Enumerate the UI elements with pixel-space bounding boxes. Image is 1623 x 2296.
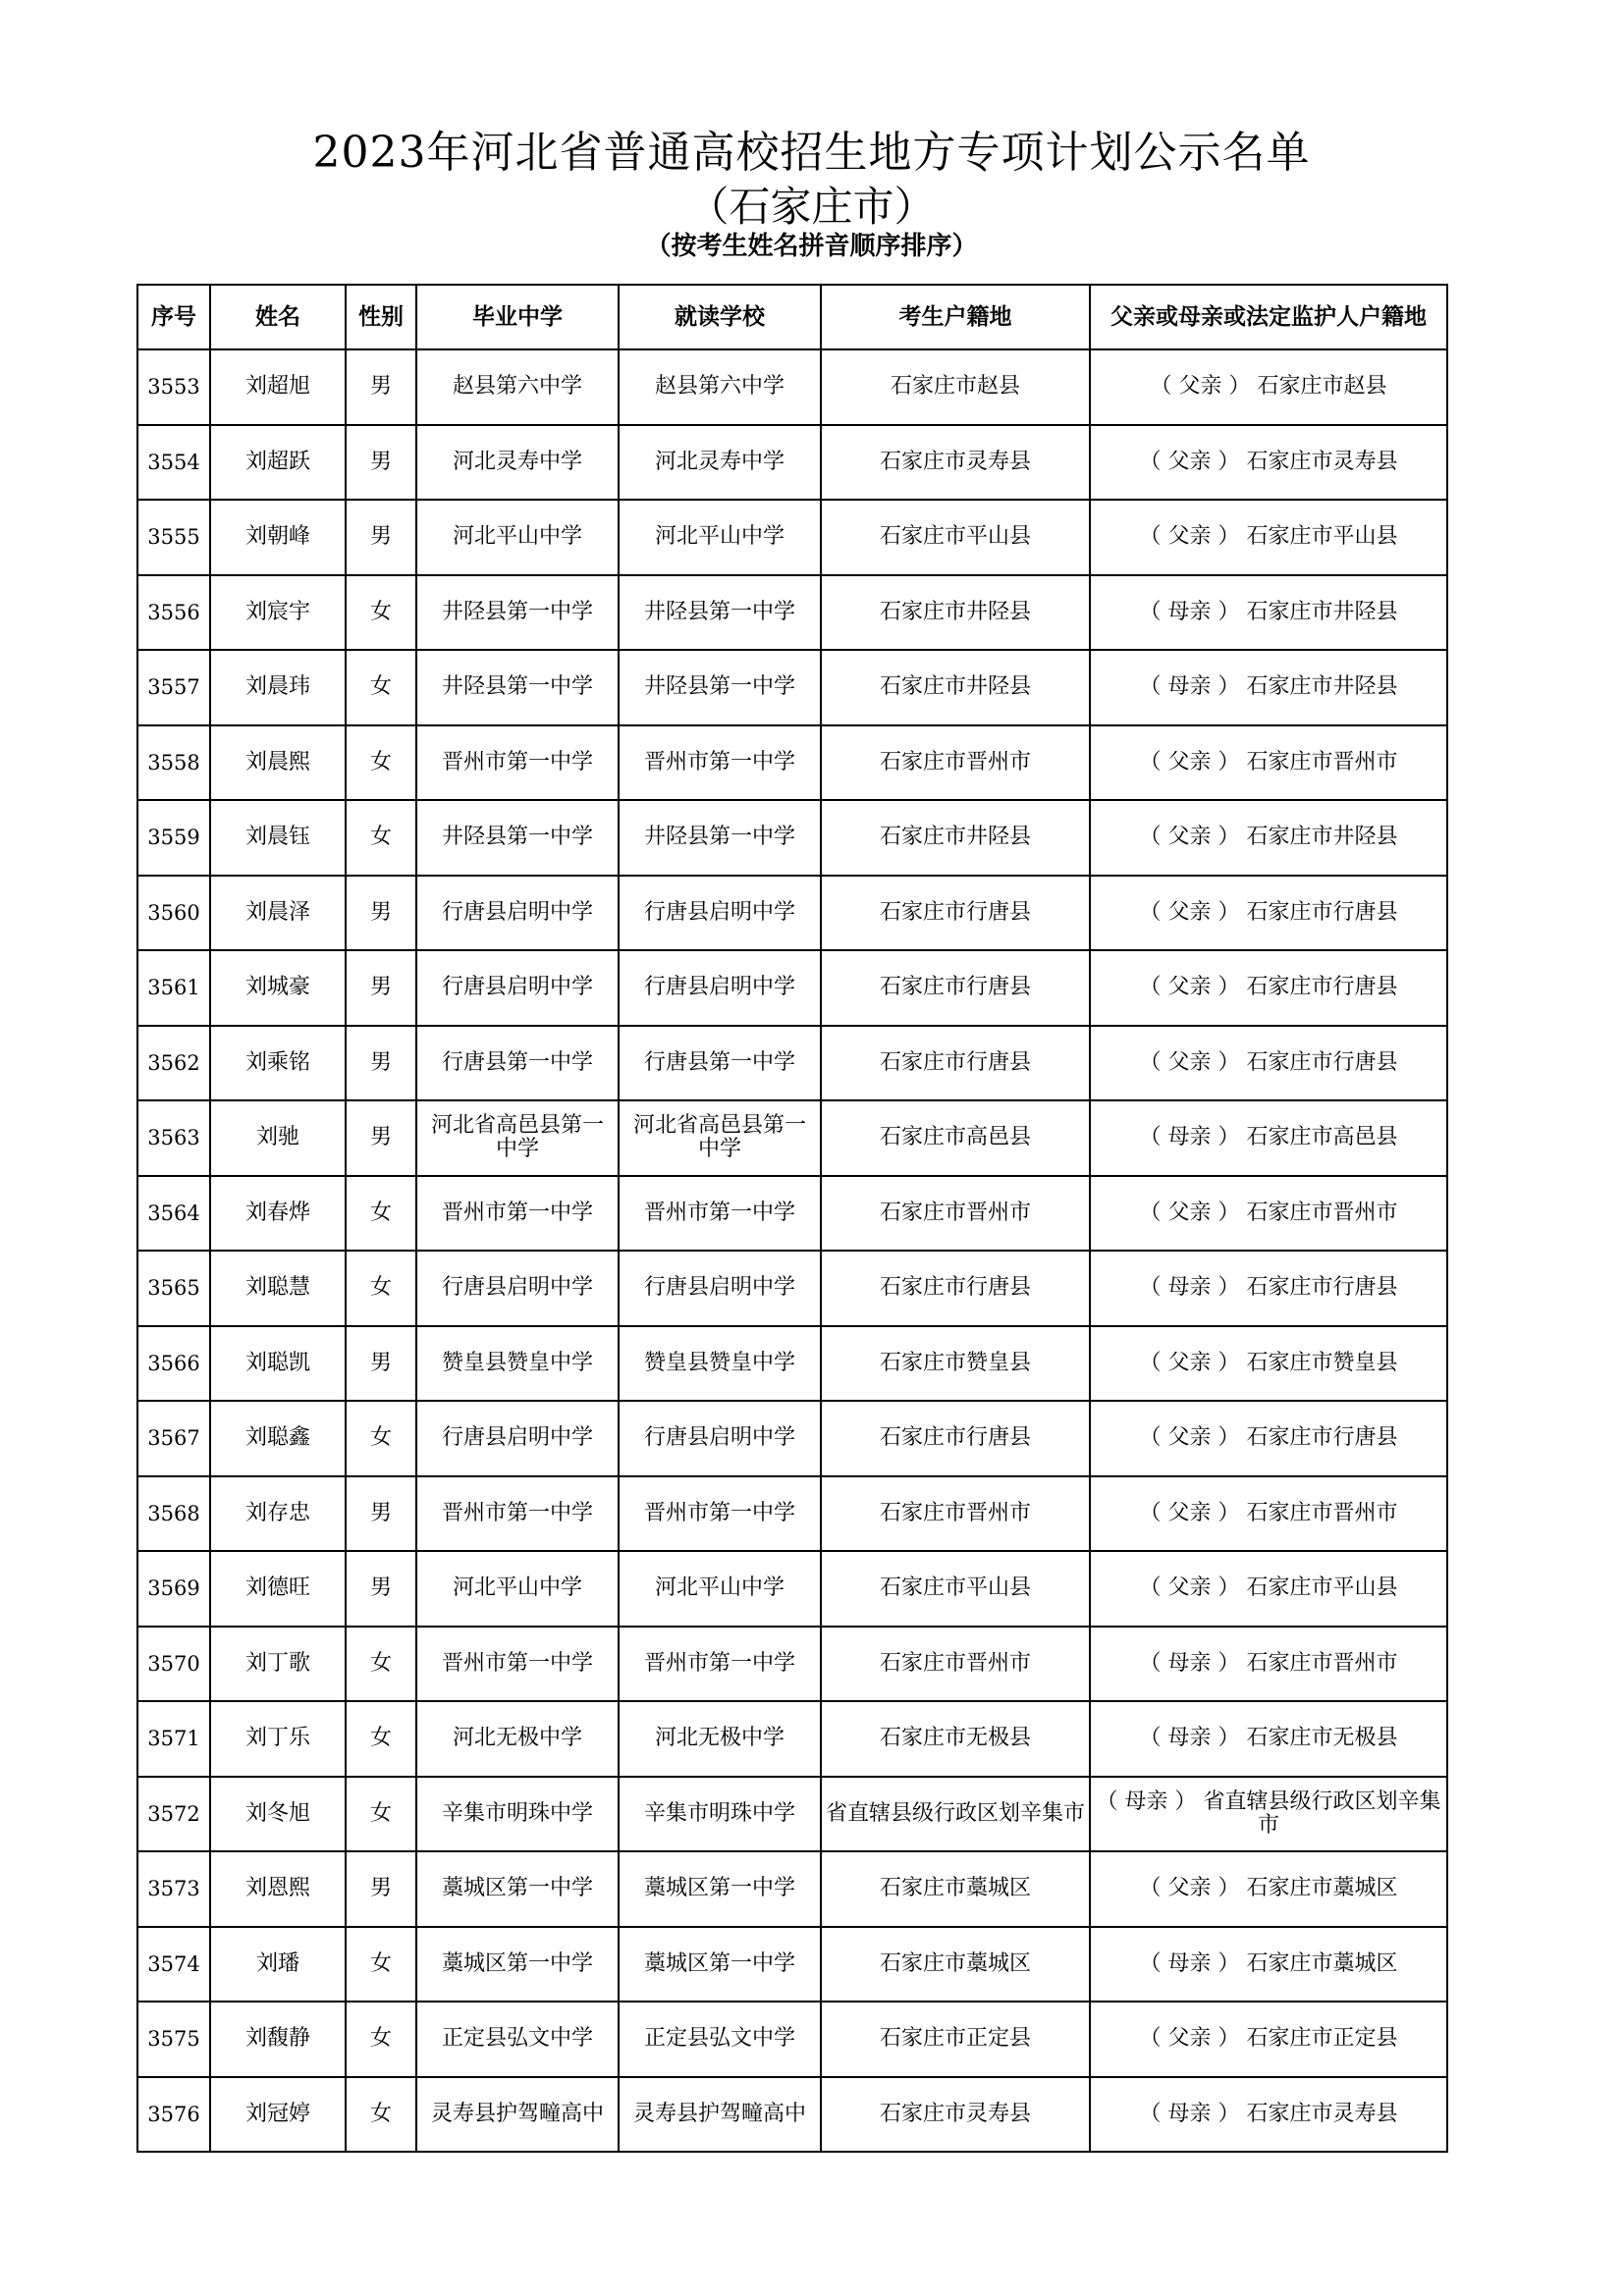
current-school: 河北平山中学 [619, 1551, 821, 1627]
student-hukou: 石家庄市晋州市 [821, 1476, 1090, 1552]
graduation-school: 正定县弘文中学 [416, 2002, 619, 2077]
table-row [137, 725, 1447, 801]
student-hukou: 石家庄市晋州市 [821, 1176, 1090, 1252]
student-hukou: 省直辖县级行政区划辛集市 [821, 1777, 1090, 1852]
row-number: 3559 [137, 800, 210, 876]
gender: 男 [346, 1100, 416, 1176]
guardian-hukou: （ 父亲 ） 石家庄市赞皇县 [1090, 1326, 1447, 1402]
student-hukou: 石家庄市行唐县 [821, 1401, 1090, 1476]
header-cell: 性别 [346, 285, 416, 349]
gender: 男 [346, 1851, 416, 1927]
graduation-school: 辛集市明珠中学 [416, 1777, 619, 1852]
gender: 女 [346, 650, 416, 725]
table-row [137, 1701, 1447, 1777]
student-hukou: 石家庄市平山县 [821, 500, 1090, 575]
table-header-row [137, 285, 1447, 349]
table-row [137, 2077, 1447, 2153]
table-row [137, 349, 1447, 425]
header-cell: 考生户籍地 [821, 285, 1090, 349]
guardian-hukou: （ 父亲 ） 石家庄市赵县 [1090, 349, 1447, 425]
row-number: 3573 [137, 1851, 210, 1927]
row-number: 3567 [137, 1401, 210, 1476]
graduation-school: 赵县第六中学 [416, 349, 619, 425]
row-number: 3554 [137, 425, 210, 501]
gender: 女 [346, 800, 416, 876]
row-number: 3575 [137, 2002, 210, 2077]
student-name: 刘璠 [210, 1927, 346, 2002]
gender: 女 [346, 1401, 416, 1476]
student-name: 刘晨玮 [210, 650, 346, 725]
gender: 男 [346, 876, 416, 951]
graduation-school: 行唐县启明中学 [416, 1251, 619, 1326]
graduation-school: 行唐县启明中学 [416, 1401, 619, 1476]
graduation-school: 晋州市第一中学 [416, 1476, 619, 1552]
row-number: 3574 [137, 1927, 210, 2002]
guardian-hukou: （ 父亲 ） 石家庄市灵寿县 [1090, 425, 1447, 501]
student-name: 刘驰 [210, 1100, 346, 1176]
header-cell: 姓名 [210, 285, 346, 349]
student-hukou: 石家庄市赞皇县 [821, 1326, 1090, 1402]
guardian-hukou: （ 父亲 ） 石家庄市井陉县 [1090, 800, 1447, 876]
guardian-hukou: （ 父亲 ） 石家庄市行唐县 [1090, 1026, 1447, 1101]
student-name: 刘冠婷 [210, 2077, 346, 2153]
guardian-hukou: （ 母亲 ） 石家庄市灵寿县 [1090, 2077, 1447, 2153]
guardian-hukou: （ 母亲 ） 石家庄市井陉县 [1090, 575, 1447, 651]
gender: 女 [346, 725, 416, 801]
row-number: 3560 [137, 876, 210, 951]
table-row [137, 1851, 1447, 1927]
gender: 男 [346, 1326, 416, 1402]
student-hukou: 石家庄市行唐县 [821, 950, 1090, 1026]
table-row [137, 1251, 1447, 1326]
current-school: 井陉县第一中学 [619, 575, 821, 651]
guardian-hukou: （ 母亲 ） 石家庄市行唐县 [1090, 1251, 1447, 1326]
row-number: 3557 [137, 650, 210, 725]
gender: 女 [346, 2002, 416, 2077]
guardian-hukou: （ 父亲 ） 石家庄市平山县 [1090, 1551, 1447, 1627]
guardian-hukou: （ 父亲 ） 石家庄市平山县 [1090, 500, 1447, 575]
row-number: 3565 [137, 1251, 210, 1326]
row-number: 3569 [137, 1551, 210, 1627]
student-hukou: 石家庄市灵寿县 [821, 425, 1090, 501]
student-name: 刘乘铭 [210, 1026, 346, 1101]
graduation-school: 河北无极中学 [416, 1701, 619, 1777]
current-school: 河北平山中学 [619, 500, 821, 575]
guardian-hukou: （ 父亲 ） 石家庄市晋州市 [1090, 1176, 1447, 1252]
row-number: 3566 [137, 1326, 210, 1402]
current-school: 行唐县启明中学 [619, 1251, 821, 1326]
current-school: 辛集市明珠中学 [619, 1777, 821, 1852]
gender: 女 [346, 575, 416, 651]
gender: 男 [346, 1551, 416, 1627]
graduation-school: 藁城区第一中学 [416, 1851, 619, 1927]
student-hukou: 石家庄市行唐县 [821, 1026, 1090, 1101]
row-number: 3576 [137, 2077, 210, 2153]
student-name: 刘宸宇 [210, 575, 346, 651]
guardian-hukou: （ 母亲 ） 石家庄市无极县 [1090, 1701, 1447, 1777]
graduation-school: 河北平山中学 [416, 1551, 619, 1627]
student-name: 刘恩熙 [210, 1851, 346, 1927]
row-number: 3564 [137, 1176, 210, 1252]
table-row [137, 800, 1447, 876]
student-name: 刘丁歌 [210, 1627, 346, 1702]
current-school: 晋州市第一中学 [619, 725, 821, 801]
table-row [137, 500, 1447, 575]
student-name: 刘聪鑫 [210, 1401, 346, 1476]
graduation-school: 晋州市第一中学 [416, 1627, 619, 1702]
document-title: 2023年河北省普通高校招生地方专项计划公示名单 [312, 128, 1311, 178]
table-row [137, 575, 1447, 651]
student-name: 刘晨熙 [210, 725, 346, 801]
current-school: 河北灵寿中学 [619, 425, 821, 501]
guardian-hukou: （ 父亲 ） 石家庄市行唐县 [1090, 1401, 1447, 1476]
student-hukou: 石家庄市井陉县 [821, 575, 1090, 651]
student-hukou: 石家庄市晋州市 [821, 1627, 1090, 1702]
row-number: 3570 [137, 1627, 210, 1702]
student-hukou: 石家庄市正定县 [821, 2002, 1090, 2077]
student-name: 刘聪凯 [210, 1326, 346, 1402]
guardian-hukou: （ 父亲 ） 石家庄市藁城区 [1090, 1851, 1447, 1927]
guardian-hukou: （ 父亲 ） 石家庄市晋州市 [1090, 725, 1447, 801]
gender: 女 [346, 1701, 416, 1777]
current-school: 河北无极中学 [619, 1701, 821, 1777]
header-cell: 就读学校 [619, 285, 821, 349]
student-hukou: 石家庄市赵县 [821, 349, 1090, 425]
gender: 女 [346, 2077, 416, 2153]
current-school: 正定县弘文中学 [619, 2002, 821, 2077]
table-row [137, 1627, 1447, 1702]
student-name: 刘朝峰 [210, 500, 346, 575]
student-hukou: 石家庄市高邑县 [821, 1100, 1090, 1176]
student-name: 刘超跃 [210, 425, 346, 501]
gender: 女 [346, 1627, 416, 1702]
guardian-hukou: （ 母亲 ） 省直辖县级行政区划辛集市 [1090, 1777, 1447, 1852]
graduation-school: 行唐县第一中学 [416, 1026, 619, 1101]
student-name: 刘城豪 [210, 950, 346, 1026]
student-name: 刘晨钰 [210, 800, 346, 876]
gender: 男 [346, 950, 416, 1026]
gender: 男 [346, 425, 416, 501]
current-school: 行唐县启明中学 [619, 950, 821, 1026]
current-school: 井陉县第一中学 [619, 800, 821, 876]
table-row [137, 1777, 1447, 1852]
current-school: 晋州市第一中学 [619, 1627, 821, 1702]
row-number: 3562 [137, 1026, 210, 1101]
gender: 男 [346, 1476, 416, 1552]
gender: 女 [346, 1176, 416, 1252]
student-hukou: 石家庄市行唐县 [821, 1251, 1090, 1326]
current-school: 行唐县启明中学 [619, 1401, 821, 1476]
row-number: 3555 [137, 500, 210, 575]
current-school: 行唐县启明中学 [619, 876, 821, 951]
graduation-school: 河北省高邑县第一中学 [416, 1100, 619, 1176]
row-number: 3553 [137, 349, 210, 425]
current-school: 灵寿县护驾疃高中 [619, 2077, 821, 2153]
row-number: 3568 [137, 1476, 210, 1552]
student-name: 刘超旭 [210, 349, 346, 425]
student-name: 刘德旺 [210, 1551, 346, 1627]
student-hukou: 石家庄市灵寿县 [821, 2077, 1090, 2153]
current-school: 河北省高邑县第一中学 [619, 1100, 821, 1176]
current-school: 藁城区第一中学 [619, 1927, 821, 2002]
graduation-school: 晋州市第一中学 [416, 725, 619, 801]
student-hukou: 石家庄市行唐县 [821, 876, 1090, 951]
graduation-school: 井陉县第一中学 [416, 800, 619, 876]
graduation-school: 行唐县启明中学 [416, 950, 619, 1026]
header-cell: 毕业中学 [416, 285, 619, 349]
guardian-hukou: （ 父亲 ） 石家庄市晋州市 [1090, 1476, 1447, 1552]
student-hukou: 石家庄市藁城区 [821, 1851, 1090, 1927]
student-name: 刘馥静 [210, 2002, 346, 2077]
graduation-school: 藁城区第一中学 [416, 1927, 619, 2002]
table-row [137, 1026, 1447, 1101]
row-number: 3563 [137, 1100, 210, 1176]
guardian-hukou: （ 母亲 ） 石家庄市晋州市 [1090, 1627, 1447, 1702]
current-school: 行唐县第一中学 [619, 1026, 821, 1101]
graduation-school: 井陉县第一中学 [416, 575, 619, 651]
student-hukou: 石家庄市井陉县 [821, 650, 1090, 725]
student-hukou: 石家庄市无极县 [821, 1701, 1090, 1777]
current-school: 藁城区第一中学 [619, 1851, 821, 1927]
gender: 男 [346, 349, 416, 425]
gender: 女 [346, 1251, 416, 1326]
table-row [137, 650, 1447, 725]
student-hukou: 石家庄市井陉县 [821, 800, 1090, 876]
guardian-hukou: （ 母亲 ） 石家庄市高邑县 [1090, 1100, 1447, 1176]
document-subtitle: （石家庄市） [687, 183, 936, 231]
table-row [137, 876, 1447, 951]
row-number: 3572 [137, 1777, 210, 1852]
gender: 男 [346, 1026, 416, 1101]
table-row [137, 1401, 1447, 1476]
current-school: 晋州市第一中学 [619, 1176, 821, 1252]
current-school: 赵县第六中学 [619, 349, 821, 425]
table-body [137, 349, 1447, 2152]
current-school: 井陉县第一中学 [619, 650, 821, 725]
graduation-school: 行唐县启明中学 [416, 876, 619, 951]
gender: 女 [346, 1777, 416, 1852]
graduation-school: 赞皇县赞皇中学 [416, 1326, 619, 1402]
guardian-hukou: （ 父亲 ） 石家庄市行唐县 [1090, 876, 1447, 951]
student-name: 刘存忠 [210, 1476, 346, 1552]
row-number: 3558 [137, 725, 210, 801]
sort-note: （按考生姓名拼音顺序排序） [645, 232, 978, 261]
student-name: 刘丁乐 [210, 1701, 346, 1777]
current-school: 赞皇县赞皇中学 [619, 1326, 821, 1402]
table-row [137, 2002, 1447, 2077]
guardian-hukou: （ 母亲 ） 石家庄市井陉县 [1090, 650, 1447, 725]
current-school: 晋州市第一中学 [619, 1476, 821, 1552]
graduation-school: 灵寿县护驾疃高中 [416, 2077, 619, 2153]
student-name: 刘冬旭 [210, 1777, 346, 1852]
row-number: 3571 [137, 1701, 210, 1777]
table-row [137, 1326, 1447, 1402]
graduation-school: 河北平山中学 [416, 500, 619, 575]
gender: 男 [346, 500, 416, 575]
graduation-school: 河北灵寿中学 [416, 425, 619, 501]
guardian-hukou: （ 父亲 ） 石家庄市行唐县 [1090, 950, 1447, 1026]
student-name: 刘春烨 [210, 1176, 346, 1252]
table-row [137, 1176, 1447, 1252]
student-name: 刘聪慧 [210, 1251, 346, 1326]
row-number: 3561 [137, 950, 210, 1026]
table-row [137, 425, 1447, 501]
student-hukou: 石家庄市藁城区 [821, 1927, 1090, 2002]
roster-table [136, 284, 1448, 2153]
gender: 女 [346, 1927, 416, 2002]
graduation-school: 晋州市第一中学 [416, 1176, 619, 1252]
table-row [137, 1927, 1447, 2002]
header-cell: 序号 [137, 285, 210, 349]
table-row [137, 950, 1447, 1026]
guardian-hukou: （ 父亲 ） 石家庄市正定县 [1090, 2002, 1447, 2077]
student-hukou: 石家庄市晋州市 [821, 725, 1090, 801]
header-cell: 父亲或母亲或法定监护人户籍地 [1090, 285, 1447, 349]
table-row [137, 1476, 1447, 1552]
student-name: 刘晨泽 [210, 876, 346, 951]
row-number: 3556 [137, 575, 210, 651]
table-row [137, 1551, 1447, 1627]
guardian-hukou: （ 母亲 ） 石家庄市藁城区 [1090, 1927, 1447, 2002]
graduation-school: 井陉县第一中学 [416, 650, 619, 725]
table-row [137, 1100, 1447, 1176]
student-hukou: 石家庄市平山县 [821, 1551, 1090, 1627]
